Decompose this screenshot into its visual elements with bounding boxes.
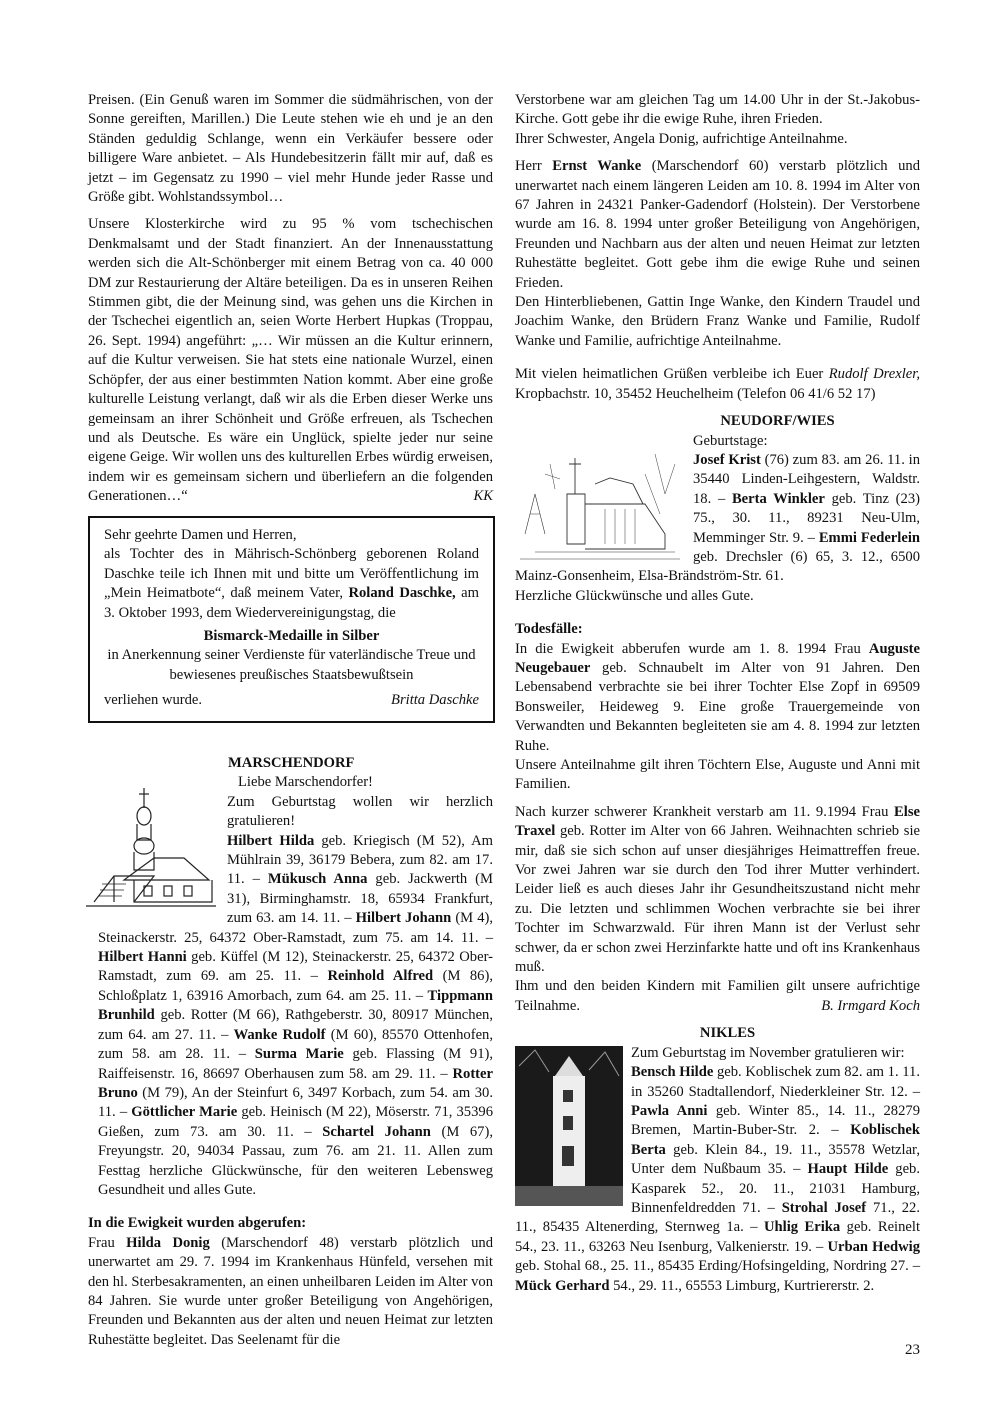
paragraph: Frau Hilda Donig (Marschendorf 48) verstarb plötzlich und unerwartet am 29. 7. 1994 im Krankenhaus Hünfeld, versehen mit den hl. Sterbesakramenten, an einen unheilbaren Leiden im Alter von 84 Jahren. Sie wurde unter großer Beteiligung von Angehörigen, Freunden und Bekannten aus der alten und neuen Heimat zur letzten Ruhestätte begleitet. Das Seelenamt für die bbox=[88, 1234, 493, 1348]
left-column bbox=[88, 91, 493, 507]
paragraph: Herzliche Glückwünsche und alles Gute. bbox=[515, 587, 754, 604]
intro-text: Zum Geburtstag im November gratulieren wir: bbox=[631, 1044, 905, 1061]
signature: KK bbox=[473, 488, 493, 505]
signature: B. Irmgard Koch bbox=[821, 997, 920, 1014]
marschendorf-section bbox=[88, 754, 493, 1350]
church-sketch-illustration bbox=[515, 434, 685, 564]
church-illustration bbox=[84, 780, 219, 910]
box-text: als Tochter des in Mährisch-Schönberg geborenen Roland Daschke teile ich Ihnen mit und bitte um Veröffentlichung im „Mein Heimatbote“, daß meinem Vater, Roland Daschke, am 3. Oktober 1993, dem Wiedervereinigungstag, die bbox=[104, 546, 479, 621]
box-text-2: in Anerkennung seiner Verdienste für vaterländische Treue und bewiesenes preußisches Staatsbewußtsein bbox=[107, 647, 476, 683]
paragraph: Unsere Anteilnahme gilt ihren Töchtern Else, Auguste und Anni mit Familien. bbox=[515, 757, 920, 793]
box-closing: verliehen wurde. bbox=[104, 692, 203, 709]
signature: Britta Daschke bbox=[391, 692, 479, 709]
notice-box bbox=[88, 516, 495, 723]
paragraph: In die Ewigkeit abberufen wurde am 1. 8. 1994 Frau Auguste Neugebauer geb. Schnaubelt im Alter von 91 Jahren. Den Lebensabend verbrachte sie bei ihrer Tochter Else Zopf in 69509 Bonsweiler, Heideweg 9. Eine große Trauergemeinde von Verwandten und Bekannten begleiteten sie am 4. 8. 1994 zur letzten Ruhe. bbox=[515, 640, 920, 754]
birthday-list: Bensch Hilde geb. Koblischek zum 82. am 1. 11. in 35260 Stadtallendorf, Niederkleiner Str. 12. – Pawla Anni geb. Winter 85., 14. 11., 28279 Bremen, Martin-Buber-Str. 2. – Koblischek Berta geb. Klein 84., 19. 11., 35578 Wetzlar, Unter dem Nußbaum 35. – Haupt Hilde geb. Kasparek 52., 20. 11., 21031 Hamburg, Binnenfeldredden 71. – Strohal Josef 71., 22. 11., 85435 Altenerding, Sternweg 1a. – Uhlig Erika geb. Reinelt 54., 23. 11., 63263 Neu Isenburg, Valkenierstr. 19. – Urban Hedwig geb. Stohal 68., 25. 11., 85435 Erding/Hofsingelding, Nordring 27. – Mück Gerhard 54., 29. 11., 65553 Limburg, Kurtriererstr. 2. bbox=[515, 1064, 920, 1294]
medal-title: Bismarck-Medaille in Silber bbox=[203, 628, 380, 645]
paragraph: Nach kurzer schwerer Krankheit verstarb am 11. 9.1994 Frau Else Traxel geb. Rotter im Alter von 66 Jahren. Weihnachten schrieb sie mir, daß sie sich schon auf unser diesjähriges Heimattreffen freue. Vor zwei Jahren war sie durch den Tod ihrer Mutter verhindert. Leider ließ es auch dieses Jahr ihr Gesundheitszustand nicht mehr zu. Die letzten und schlimmen Wochen verbrachte sie bei ihrer Tochter im Schwarzwald. Für ihren Mann ist der Verlust sehr schwer, da er schon zwei Herzinfarkte hatte und oft ins Krankenhaus muß. bbox=[515, 803, 920, 976]
box-greeting: Sehr geehrte Damen und Herren, bbox=[104, 527, 297, 543]
paragraph: Mit vielen heimatlichen Grüßen verbleibe ich Euer Rudolf Drexler, Kropbachstr. 10, 35452 Heuchelheim (Telefon 06 41/6 52 17) bbox=[515, 366, 920, 402]
subheading: Geburtstage: bbox=[693, 432, 768, 449]
intro-text: Zum Geburtstag wollen wir herzlich gratulieren! Hilbert Hilda geb. Kriegisch (M 52), Am Mühlrain 39, 36179 Bebera, zum 82. am 17. 11. – Mükusch Anna geb. Jackwerth (M 31), Birminghamstr. 18, 65934 Frankfurt, zum 63. am 14. 11. – Hilbert Johann (M 4), Steinackerstr. 25, 64372 Ober-Ramstadt, zum 75. am 14. 11. – Hilbert Hanni geb. Küffel (M 12), Steinackerstr. 25, 64372 Ober-Ramstadt, zum 69. am 25. 11. – Reinhold Alfred (M 86), Schloßplatz 1, 63916 Amorbach, zum 64. am 25. 11. – Tippmann Brunhild geb. Rotter (M 66), Rathgeberstr. 30, 80917 München, zum 64. am 27. 11. – Wanke Rudolf (M 60), 85570 Ottenhofen, zum 58. am 28. 11. – Surma Marie geb. Flassing (M 91), Raiffeisenstr. 16, 86697 Oberhausen zum 58. am 29. 11. – Rotter Bruno (M 79), An der Steinfurt 6, 3497 Korbach, zum 54. am 30. 11. – Göttlicher Marie geb. Heinisch (M 22), Möserstr. 71, 35396 Gießen, zum 73. am 30. 11. – Schartel Johann (M 67), Freyungstr. 20, 94034 Passau, zum 76. am 21. 11. Allen zum Festtag herzliche Glückwünsche, für den weiteren Lebensweg Gesundheit und alles Gute. bbox=[98, 793, 494, 1198]
tower-illustration bbox=[515, 1046, 623, 1206]
right-column bbox=[515, 91, 920, 1296]
section-heading: NEUDORF/WIES bbox=[720, 413, 835, 430]
paragraph: Ihm und den beiden Kindern mit Familien gilt unsere aufrichtige Teilnahme. B. Irmgard Koch bbox=[515, 978, 920, 1014]
paragraph: Herr Ernst Wanke (Marschendorf 60) verstarb plötzlich und unerwartet nach einem längeren Leiden am 10. 8. 1994 im Alter von 67 Jahren in 24321 Panker-Gadendorf (Holstein). Der Verstorbene wurde am 16. 8. 1994 unter großer Beteiligung von Angehörigen, Freunden und Nachbarn aus der alten und neuen Heimat zur letzten Ruhestätte begleitet. Gott gebe ihm die ewige Ruhe und seinen Frieden. bbox=[515, 158, 921, 291]
section-subheading: Todesfälle: bbox=[515, 621, 583, 638]
greeting: Liebe Marschendorfer! bbox=[238, 774, 373, 791]
paragraph: Preisen. (Ein Genuß waren im Sommer die südmährischen, von der Sonne gereiften, Marillen.) Die Leute stehen wie eh und je an den Ständen geduldig Schlange, wenn ein Verkäufer bessere oder billigere Ware anbietet. – Als Hundebesitzerin fällt mir auf, daß es jetzt – im Gegensatz zu 1990 – viel mehr Hunde jeder Rasse und Größe gibt. Wohlstandssymbol… bbox=[88, 92, 493, 206]
section-subheading: In die Ewigkeit wurden abgerufen: bbox=[88, 1215, 307, 1232]
paragraph: Unsere Klosterkirche wird zu 95 % vom tschechischen Denkmalsamt und der Stadt finanziert. An der Innenausstattung werden sich die Alt-Schönberger mit einem Betrag von ca. 40 000 DM zur Restaurierung der Altäre beteiligen. Da es in unseren Reihen Stimmen gibt, die der Meinung sind, was gehen uns die Kirchen in der Tschechei eigentlich an, seien Worte Herbert Hupkas (Troppau, 26. Sept. 1994) angeführt: „… Wir müssen an die Kultur erinnern, auf die Kultur verweisen. Sie hat stets eine nationale Wurzel, einen Schöpfer, der aus einer bestimmten Nation kommt. Aber eine große kulturelle Leistung verlangt, daß wir als die Erben dieser Werke uns gemeinsam an ihrer Schönheit und Größe erfreuen, als Tschechen und als Deutsche. Es wäre ein Unglück, spielte jeder nur seine eigene Geige. Wir wollen uns des kulturellen Erbes würdig erweisen, indem wir es gemeinsam sichern und überliefern an die folgenden Generationen…“ KK bbox=[88, 216, 493, 505]
paragraph: Ihrer Schwester, Angela Donig, aufrichtige Anteilnahme. bbox=[515, 130, 848, 147]
paragraph: Den Hinterbliebenen, Gattin Inge Wanke, den Kindern Traudel und Joachim Wanke, den Brüdern Franz Wanke und Familie, Rudolf Wanke und Familie, aufrichtige Anteilnahme. bbox=[515, 294, 920, 349]
section-heading: MARSCHENDORF bbox=[228, 755, 355, 771]
birthday-list: Josef Krist (76) zum 83. am 26. 11. in 35440 Linden-Leihgestern, Waldstr. 18. – Berta Winkler geb. Tinz (23) 75., 30. 11., 89231 Neu-Ulm, Memminger Str. 9. – Emmi Federlein geb. Drechsler (6) 65, 3. 12., 6500 Mainz-Gonsenheim, Elsa-Brändström-Str. 61. bbox=[515, 451, 921, 585]
section-heading: NIKLES bbox=[699, 1025, 756, 1042]
paragraph: Verstorbene war am gleichen Tag um 14.00 Uhr in der St.-Jakobus-Kirche. Gott gebe ihr die ewige Ruhe, ihren Frieden. bbox=[515, 92, 920, 128]
page-number: 23 bbox=[905, 1342, 920, 1358]
